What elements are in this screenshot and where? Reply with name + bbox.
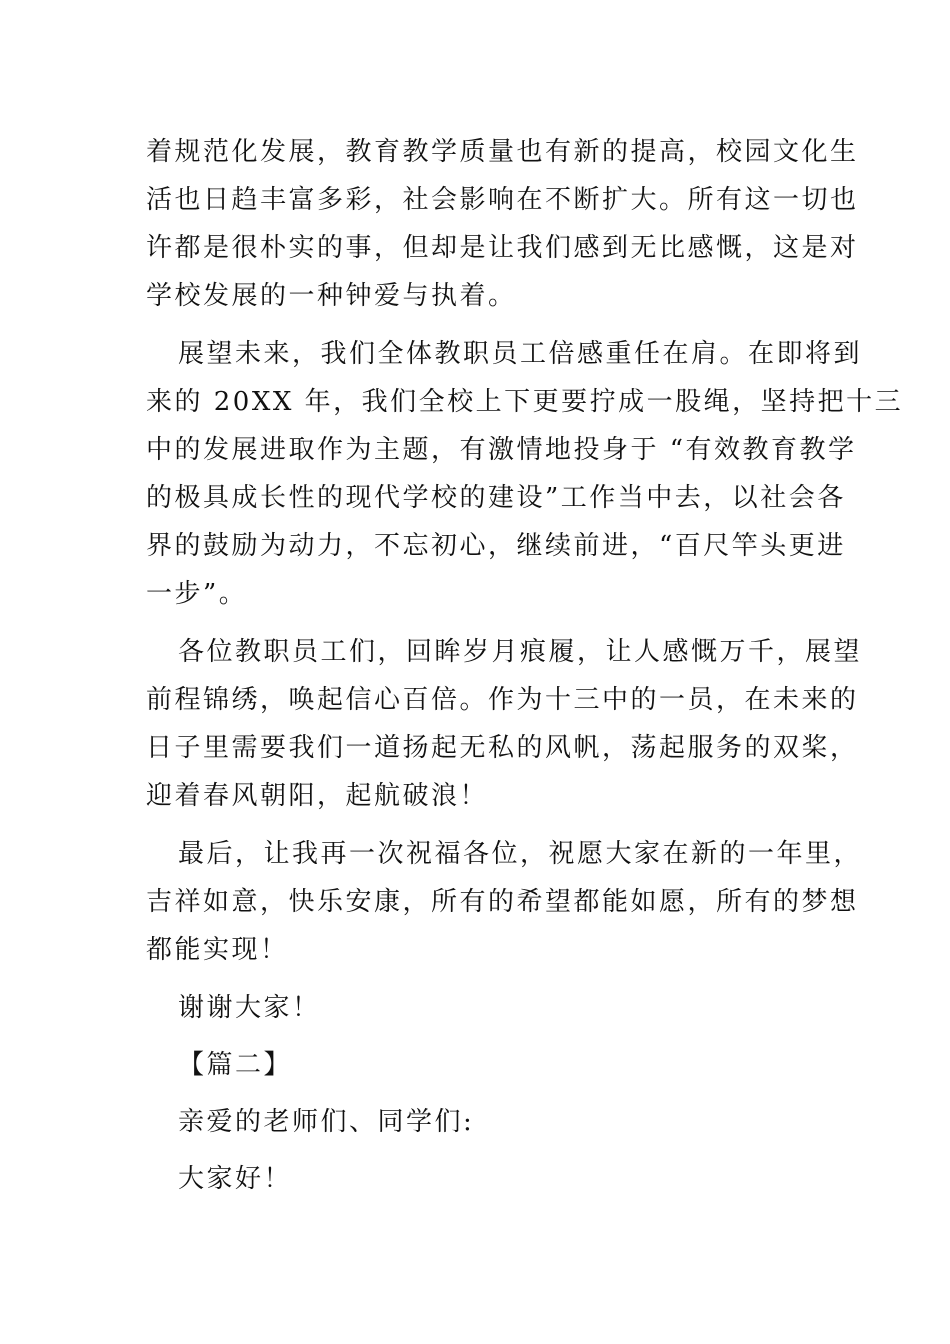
- text-line: 许都是很朴实的事，但却是让我们感到无比感慨，这是对: [146, 233, 859, 263]
- thanks-line: 谢谢大家！: [178, 993, 321, 1023]
- greeting-line: 大家好！: [178, 1164, 293, 1194]
- salutation-line: 亲爱的老师们、同学们:: [178, 1107, 475, 1137]
- paragraph-4: [146, 830, 863, 974]
- paragraph-2: [146, 330, 904, 618]
- text-line: 界的鼓励为动力，不忘初心，继续前进，“百尺竿头更进: [146, 531, 846, 561]
- text-line: 吉祥如意，快乐安康，所有的希望都能如愿，所有的梦想: [146, 887, 859, 917]
- paragraph-3: [146, 628, 863, 820]
- text-line: 前程锦绣，唤起信心百倍。作为十三中的一员，在未来的: [146, 685, 859, 715]
- text-line: 展望未来，我们全体教职员工倍感重任在肩。在即将到: [178, 339, 863, 369]
- section-heading: 【篇二】: [178, 1050, 293, 1080]
- text-line: 日子里需要我们一道扬起无私的风帆，荡起服务的双桨，: [146, 733, 859, 763]
- text-line: 一步”。: [146, 579, 248, 609]
- text-line: 活也日趋丰富多彩，社会影响在不断扩大。所有这一切也: [146, 185, 859, 215]
- text-line: 学校发展的一种钟爱与执着。: [146, 281, 517, 311]
- text-line: 都能实现！: [146, 935, 289, 965]
- text-line: 的极具成长性的现代学校的建设”工作当中去，以社会各: [146, 483, 846, 513]
- text-line: 着规范化发展，教育教学质量也有新的提高，校园文化生: [146, 137, 859, 167]
- text-line: 各位教职员工们，回眸岁月痕履，让人感慨万千，展望: [178, 637, 863, 667]
- text-line: 迎着春风朝阳，起航破浪！: [146, 781, 489, 811]
- text-line: 中的发展进取作为主题，有激情地投身于 “有效教育教学: [146, 435, 857, 465]
- text-line: 来的 20XX 年，我们全校上下更要拧成一股绳，坚持把十三: [146, 387, 904, 417]
- text-line: 最后，让我再一次祝福各位，祝愿大家在新的一年里，: [178, 839, 863, 869]
- paragraph-1: [146, 128, 859, 320]
- document-body: [146, 128, 904, 1212]
